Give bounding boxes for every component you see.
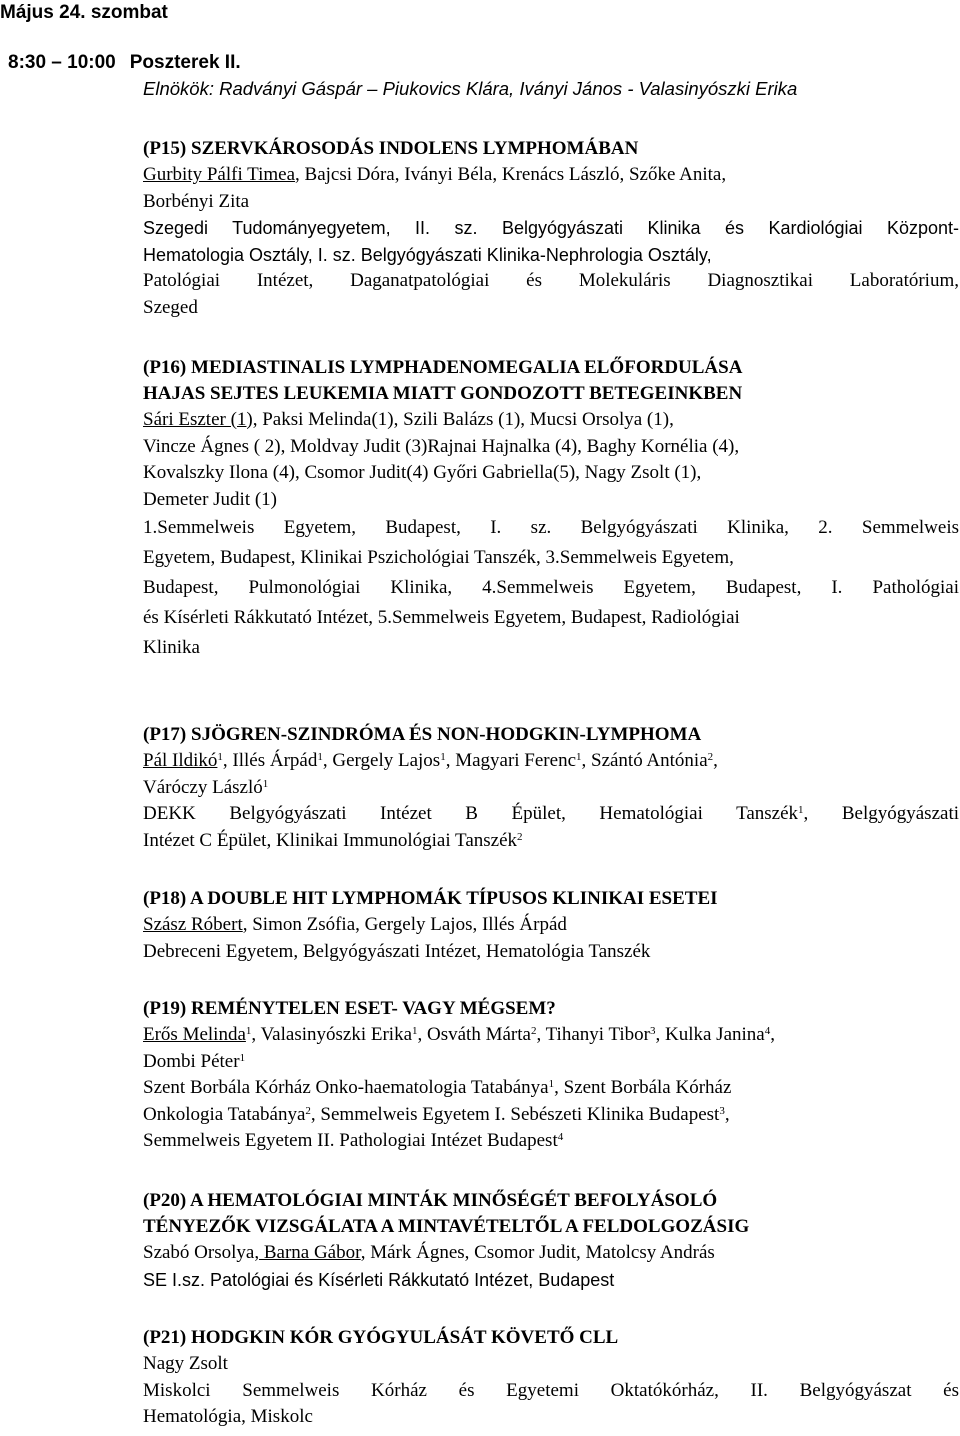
author-list: Sári Eszter (1), Paksi Melinda(1), Szili Balázs (1), Mucsi Orsolya (1), [143, 409, 674, 430]
affiliation: Egyetem, Budapest, Klinikai Pszichológiai Tanszék, 3.Semmelweis Egyetem, [143, 547, 734, 568]
session-time-row [0, 50, 960, 76]
abstract-p16 [143, 355, 959, 663]
author-list: Pál Ildikó$^1$, Illés Árpád$^1$, Gergely Lajos$^1$, Magyari Ferenc$^1$, Szántó Antónia$^2$, [143, 750, 718, 771]
abstract-p20 [143, 1188, 959, 1293]
presenting-author: Erős Melinda [143, 1024, 246, 1045]
abstract-p18 [143, 886, 959, 965]
abstract-p15 [143, 136, 959, 321]
abstract-title: (P21) HODGKIN KÓR GYÓGYULÁSÁT KÖVETŐ CLL [143, 1327, 619, 1348]
affiliation: és Kísérleti Rákkutató Intézet, 5.Semmelweis Egyetem, Budapest, Radiológiai [143, 607, 740, 628]
author-list: Nagy Zsolt [143, 1353, 228, 1374]
author-list-continued: Borbényi Zita [143, 190, 250, 212]
session-title: Poszterek II. [129, 52, 241, 73]
author-list: Erős Melinda$^1$, Valasinyószki Erika$^1$, Osváth Márta$^2$, Tihanyi Tibor$^3$, Kulka Janina$^4$, [143, 1024, 775, 1045]
author-list-continued: Vincze Ágnes ( 2), Moldvay Judit (3)Rajnai Hajnalka (4), Baghy Kornélia (4), [143, 435, 740, 457]
affiliation: DEKK Belgyógyászati Intézet B Épület, Hematológiai Tanszék$^1$, Belgyógyászati [143, 803, 959, 824]
presenting-author: Gurbity Pálfi Timea [143, 164, 296, 185]
abstract-title-continued: TÉNYEZŐK VIZSGÁLATA A MINTAVÉTELTŐL A FELDOLGOZÁSIG [143, 1216, 750, 1237]
affiliation: Hematológia, Miskolc [143, 1406, 313, 1427]
presenting-author: Pál Ildikó [143, 750, 218, 771]
author-list-continued: Kovalszky Ilona (4), Csomor Judit(4) Győri Gabriella(5), Nagy Zsolt (1), [143, 462, 702, 483]
affiliation: Intézet C Épület, Klinikai Immunológiai Tanszék$^2$ [143, 829, 523, 851]
author-list-continued: Váróczy László$^1$ [143, 776, 269, 798]
abstract-title: (P18) A DOUBLE HIT LYMPHOMÁK TÍPUSOS KLINIKAI ESETEI [143, 888, 718, 909]
abstract-p19 [143, 996, 959, 1155]
affiliation: Miskolci Semmelweis Kórház és Egyetemi Oktatókórház, II. Belgyógyászat és [143, 1379, 959, 1401]
session-header [0, 50, 960, 102]
session-time: 8:30 – 10:00 [8, 52, 116, 73]
affiliation: Szeged [143, 296, 198, 318]
abstract-title: (P20) A HEMATOLÓGIAI MINTÁK MINŐSÉGÉT BEFOLYÁSOLÓ [143, 1190, 718, 1211]
author-list: Szász Róbert, Simon Zsófia, Gergely Lajos, Illés Árpád [143, 914, 567, 935]
abstract-title: (P15) SZERVKÁROSODÁS INDOLENS LYMPHOMÁBAN [143, 138, 639, 159]
affiliation: Onkologia Tatabánya$^2$, Semmelweis Egyetem I. Sebészeti Klinika Budapest$^3$, [143, 1103, 730, 1125]
abstract-p17 [143, 722, 959, 854]
affiliation: Szegedi Tudományegyetem, II. sz. Belgyógyászati Klinika és Kardiológiai Központ- [143, 218, 959, 238]
presenting-author: Szász Róbert [143, 914, 243, 935]
author-list: Gurbity Pálfi Timea, Bajcsi Dóra, Iványi Béla, Krenács László, Szőke Anita, [143, 164, 727, 185]
day-heading: Május 24. szombat [0, 2, 168, 23]
affiliation-block [143, 513, 959, 663]
abstract-p21 [143, 1325, 959, 1431]
author-list-continued: Demeter Judit (1) [143, 488, 278, 510]
session-chairs: Elnökök: Radványi Gáspár – Piukovics Klára, Iványi János - Valasinyószki Erika [143, 78, 798, 99]
presenting-author: , Barna Gábor [254, 1242, 361, 1263]
affiliation: Semmelweis Egyetem II. Pathologiai Intézet Budapest$^4$ [143, 1130, 564, 1151]
affiliation: Hematologia Osztály, I. sz. Belgyógyászati Klinika-Nephrologia Osztály, [143, 244, 712, 265]
affiliation: Szent Borbála Kórház Onko-haematologia Tatabánya$^1$, Szent Borbála Kórház [143, 1077, 732, 1098]
abstract-title-continued: HAJAS SEJTES LEUKEMIA MIATT GONDOZOTT BETEGEINKBEN [143, 383, 743, 404]
affiliation: Patológiai Intézet, Daganatpatológiai és Molekuláris Diagnosztikai Laboratórium, [143, 270, 959, 291]
author-list-continued: Dombi Péter$^1$ [143, 1050, 246, 1072]
presenting-author: Sári Eszter (1), [143, 409, 258, 430]
abstract-title: (P17) SJÖGREN-SZINDRÓMA ÉS NON-HODGKIN-LYMPHOMA [143, 724, 702, 745]
abstract-title: (P16) MEDIASTINALIS LYMPHADENOMEGALIA ELŐFORDULÁSA [143, 357, 743, 378]
author-list: Szabó Orsolya, Barna Gábor, Márk Ágnes, Csomor Judit, Matolcsy András [143, 1242, 715, 1263]
affiliation: Klinika [143, 637, 200, 658]
abstract-title: (P19) REMÉNYTELEN ESET- VAGY MÉGSEM? [143, 998, 556, 1019]
affiliation: 1.Semmelweis Egyetem, Budapest, I. sz. Belgyógyászati Klinika, 2. Semmelweis [143, 517, 959, 538]
affiliation: Budapest, Pulmonológiai Klinika, 4.Semmelweis Egyetem, Budapest, I. Pathológiai [143, 577, 959, 598]
affiliation: SE I.sz. Patológiai és Kísérleti Rákkutató Intézet, Budapest [143, 1269, 615, 1290]
affiliation: Debreceni Egyetem, Belgyógyászati Intézet, Hematológia Tanszék [143, 940, 651, 962]
